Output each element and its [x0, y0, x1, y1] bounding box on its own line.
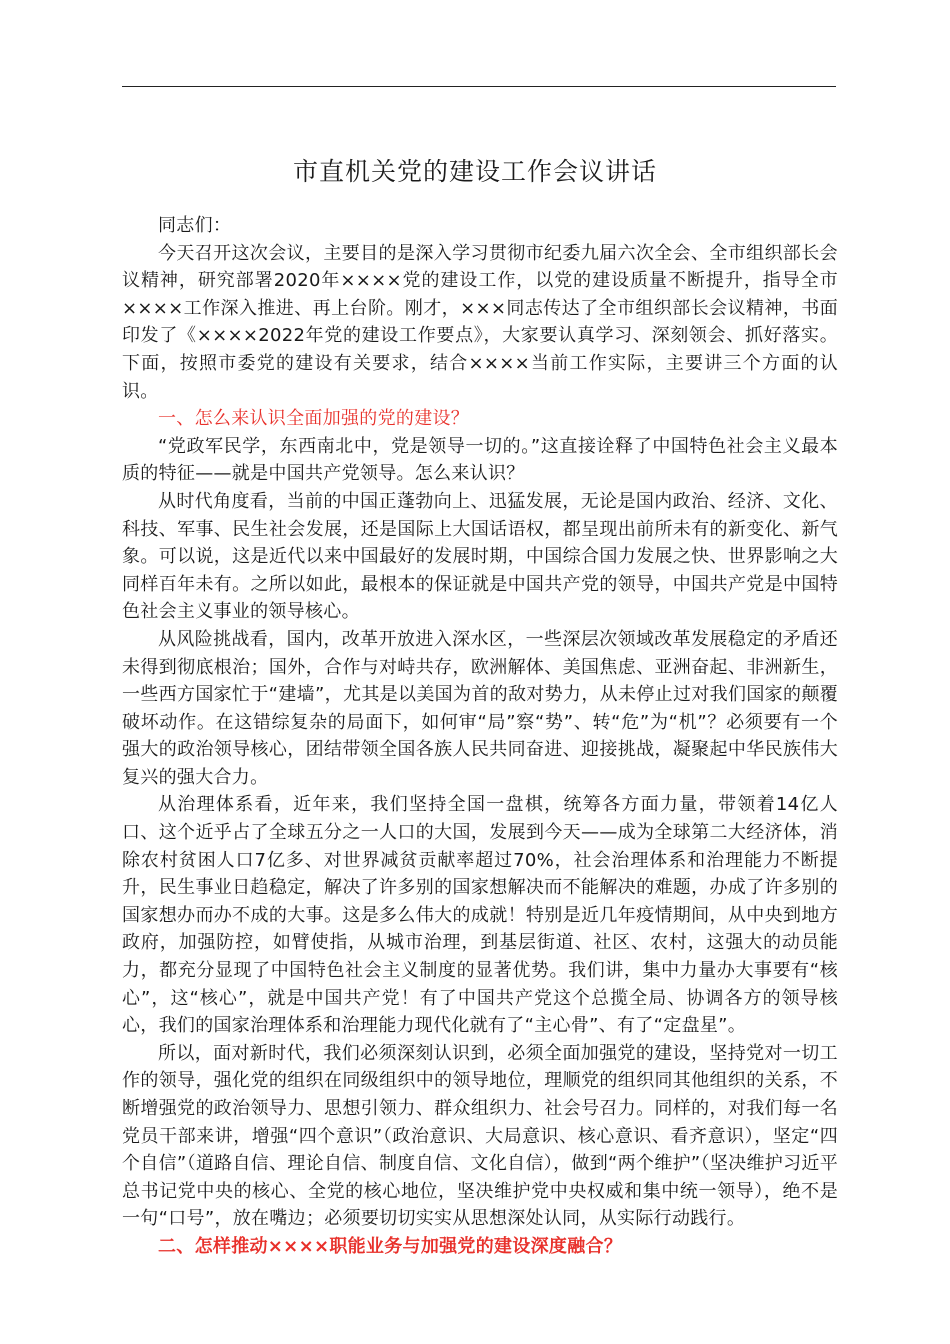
section-heading-1: 一、怎么来认识全面加强的党的建设？ [158, 408, 470, 430]
salutation: 同志们： [158, 215, 232, 236]
document-body [122, 212, 838, 1261]
body-paragraph: 从治理体系看，近年来，我们坚持全国一盘棋，统筹各方面力量，带领着14亿人口、这个近乎占了全球五分之一人口的大国，发展到今天——成为全球第二大经济体，消除农村贫困人口7亿多、对世界减贫贡献率超过70%，社会治理体系和治理能力不断提升，民生事业日趋稳定，解决了许多别的国家想解决而不能解决的难题，办成了许多别的国家想办而办不成的大事。这是多么伟大的成就！特别是近几年疫情期间，从中央到地方政府，加强防控，如臂使指，从城市治理，到基层街道、社区、农村，这强大的动员能力，都充分显现了中国特色社会主义制度的显著优势。我们讲，集中力量办大事要有“核心”，这“核心”，就是中国共产党！有了中国共产党这个总揽全局、协调各方的领导核心，我们的国家治理体系和治理能力现代化就有了“主心骨”、有了“定盘星”。 [122, 794, 838, 1037]
body-paragraph: 所以，面对新时代，我们必须深刻认识到，必须全面加强党的建设，坚持党对一切工作的领导，强化党的组织在同级组织中的领导地位，理顺党的组织同其他组织的关系，不断增强党的政治领导力、思想引领力、群众组织力、社会号召力。同样的，对我们每一名党员干部来讲，增强“四个意识”（政治意识、大局意识、核心意识、看齐意识），坚定“四个自信”（道路自信、理论自信、制度自信、文化自信），做到“两个维护”（坚决维护习近平总书记党中央的核心、全党的核心地位，坚决维护党中央权威和集中统一领导），绝不是一句“口号”，放在嘴边；必须要切切实实从思想深处认同，从实际行动践行。 [122, 1042, 838, 1230]
section-heading-2: 二、怎样推动××××职能业务与加强党的建设深度融合？ [158, 1235, 623, 1257]
body-paragraph: “党政军民学，东西南北中，党是领导一切的。”这直接诠释了中国特色社会主义最本质的特征——就是中国共产党领导。怎么来认识？ [122, 435, 838, 485]
page-title: 市直机关党的建设工作会议讲话 [292, 157, 657, 186]
body-paragraph: 从风险挑战看，国内，改革开放进入深水区，一些深层次领域改革发展稳定的矛盾还未得到彻底根治；国外，合作与对峙共存，欧洲解体、美国焦虑、亚洲奋起、非洲新生，一些西方国家忙于“建墙”，尤其是以美国为首的敌对势力，从未停止过对我们国家的颠覆破坏动作。在这错综复杂的局面下，如何审“局”察“势”、转“危”为“机”？必须要有一个强大的政治领导核心，团结带领全国各族人民共同奋进、迎接挑战，凝聚起中华民族伟大复兴的强大合力。 [122, 628, 838, 788]
header-rule [122, 86, 836, 87]
intro-paragraph: 今天召开这次会议，主要目的是深入学习贯彻市纪委九届六次全会、全市组织部长会议精神，研究部署2020年××××党的建设工作，以党的建设质量不断提升，指导全市××××工作深入推进、再上台阶。刚才，×××同志传达了全市组织部长会议精神，书面印发了《××××2022年党的建设工作要点》，大家要认真学习、深刻领会、抓好落实。下面，按照市委党的建设有关要求，结合××××当前工作实际，主要讲三个方面的认识。 [122, 242, 838, 402]
body-paragraph: 从时代角度看，当前的中国正蓬勃向上、迅猛发展，无论是国内政治、经济、文化、科技、军事、民生社会发展，还是国际上大国话语权，都呈现出前所未有的新变化、新气象。可以说，这是近代以来中国最好的发展时期，中国综合国力发展之快、世界影响之大同样百年未有。之所以如此，最根本的保证就是中国共产党的领导，中国共产党是中国特色社会主义事业的领导核心。 [122, 490, 838, 623]
